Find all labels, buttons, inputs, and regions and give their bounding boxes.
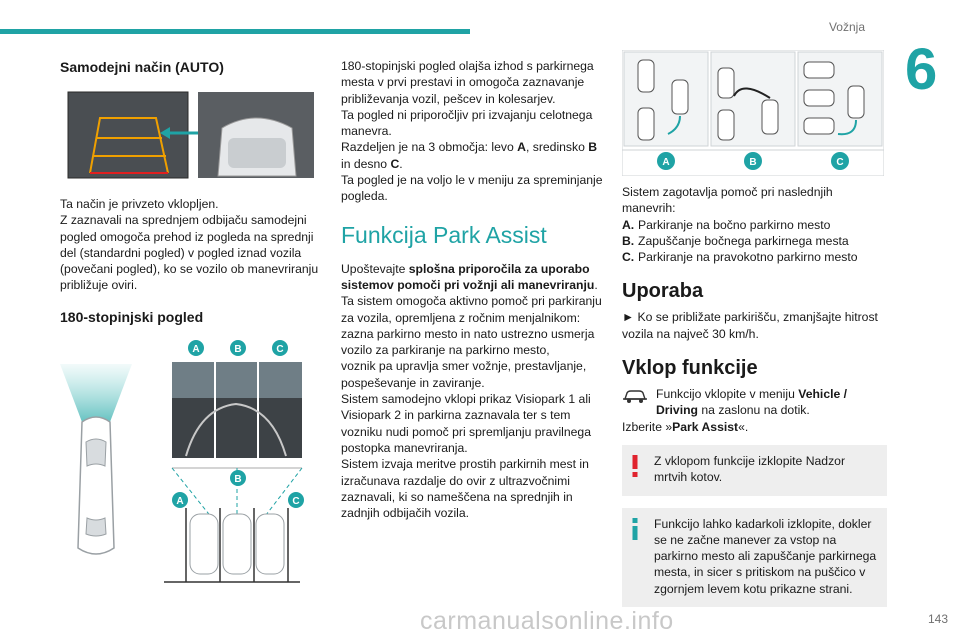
manoeuvres-intro: Sistem zagotavlja pomoč pri naslednjih manevrih: xyxy=(622,185,833,216)
view180-heading: 180-stopinjski pogled xyxy=(60,308,204,325)
header-accent-bar xyxy=(0,29,470,34)
manoeuvres-illustration xyxy=(622,50,884,176)
abc-badges-bottom xyxy=(172,470,304,508)
car-top-view-icon xyxy=(78,417,114,554)
view180-p2: Ta pogled ni priporočljiv pri izvajanju celotnega manevra. xyxy=(341,107,593,139)
manoeuvres-list xyxy=(622,217,887,266)
column-left xyxy=(60,58,322,588)
view180-figure xyxy=(60,338,322,588)
park-assist-heading: Funkcija Park Assist xyxy=(341,221,547,248)
section-title: Vožnja xyxy=(828,20,865,34)
bullet-arrow-icon: ► xyxy=(622,310,635,325)
view180-p1: 180-stopinjski pogled olajša izhod s parkirnega mesta v prvi prestavi in omogoča zaznavanje približevanja vozil, pešcev in kolesarjev. xyxy=(341,59,594,106)
svg-text:A: A xyxy=(192,343,200,355)
info-icon xyxy=(631,518,639,544)
enable-p2: Izberite »Park Assist«. xyxy=(622,419,749,434)
park-p5: Sistem izvaja meritve prostih parkirnih mest in izračunava razdalje do ovir z ultrazvočnimi zaznavali, ki so nameščena na sprednjih in zadnjih odbijačih vozila. xyxy=(341,457,589,521)
parked-cars-icon xyxy=(190,514,284,574)
abc-badges-top xyxy=(188,340,288,356)
exclamation-icon xyxy=(631,455,639,481)
page-number: 143 xyxy=(927,612,948,626)
list-item: C. Parkiranje na pravokotno parkirno mesto xyxy=(622,250,858,265)
chapter-number: 6 xyxy=(905,37,938,102)
svg-text:B: B xyxy=(234,473,242,485)
list-item: A. Parkiranje na bočno parkirno mesto xyxy=(622,217,831,232)
auto-mode-illustration xyxy=(60,88,322,182)
usage-text: ► Ko se približate parkirišču, zmanjšajte hitrost vozila na največ 30 km/h. xyxy=(622,310,878,341)
park-p1: Upoštevajte splošna priporočila za uporabo sistemov pomoči pri vožnji ali manevriranju. xyxy=(341,261,598,292)
car-menu-icon xyxy=(622,386,656,408)
auto-mode-text-1: Ta način je privzeto vklopljen. xyxy=(60,197,219,211)
column-middle xyxy=(341,58,607,521)
touchscreen-instruction xyxy=(622,386,887,419)
usage-heading: Uporaba xyxy=(622,280,704,303)
info-note xyxy=(622,508,887,607)
view180-illustration xyxy=(60,338,322,588)
column-right xyxy=(622,50,887,607)
view180-p4: in desno C. xyxy=(341,156,403,171)
manoeuvres-figure xyxy=(622,50,887,176)
park-p4: Sistem samodejno vklopi prikaz Visiopark 1 ali Visiopark 2 in parkirna zaznavala ter s tem vozniku nudi pomoč pri spremljanju pravilnega postopka manevriranja. xyxy=(341,392,591,455)
enable-p1: Funkcijo vklopite v meniju Vehicle / Driving na zaslonu na dotik. xyxy=(656,387,848,418)
view180-p5: Ta pogled je na voljo le v meniju za spreminjanje pogleda. xyxy=(341,173,603,204)
watermark: carmanualsonline.info xyxy=(420,607,674,635)
auto-mode-heading: Samodejni način (AUTO) xyxy=(60,59,224,75)
auto-mode-text-2: Z zaznavali na sprednjem odbijaču samodejni pogled omogoča prehod iz pogleda na sprednji del (standardni pogled) v pogled iznad vozila (povečani pogled), ko se vozilo ob manevriranju približuje oviri. xyxy=(60,213,319,293)
svg-text:B: B xyxy=(749,157,757,168)
list-item: B. Zapuščanje bočnega parkirnega mesta xyxy=(622,233,849,248)
park-p3: voznik pa upravlja smer vožnje, prestavljanje, pospeševanje in zaviranje. xyxy=(341,359,587,390)
view180-p3: Razdeljen je na 3 območja: levo A, sredinsko B xyxy=(341,140,598,155)
svg-text:C: C xyxy=(292,495,300,507)
info-text: Funkcijo lahko kadarkoli izklopite, dokler se ne začne manever za vstop na parkirno mesto ali zapuščanje parkirnega mesta, in sicer s pritiskom na puščico v zgornjem levem kotu prikazne strani. xyxy=(654,516,877,596)
svg-text:A: A xyxy=(176,495,184,507)
warning-text: Z vklopom funkcije izklopite Nadzor mrtvih kotov. xyxy=(654,453,846,485)
svg-text:C: C xyxy=(276,343,284,355)
auto-mode-figure xyxy=(60,88,322,182)
svg-text:C: C xyxy=(836,157,844,168)
enable-heading: Vklop funkcije xyxy=(622,357,758,380)
warning-note xyxy=(622,445,887,496)
svg-text:A: A xyxy=(662,157,670,168)
svg-text:B: B xyxy=(234,343,242,355)
park-p2: Ta sistem omogoča aktivno pomoč pri parkiranju za vozila, opremljena z ročnim menjalnikom: zazna parkirno mesto in nato ustrezno usmerja vozilo za parkiranje na parkirno mesto, xyxy=(341,294,602,358)
